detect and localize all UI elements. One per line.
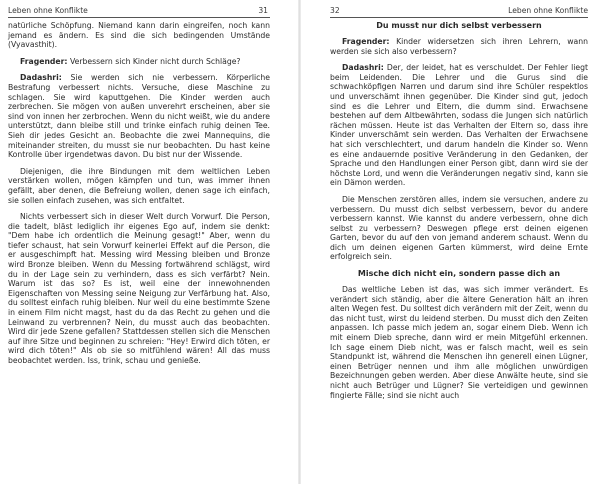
paragraph: Die Menschen zerstören alles, indem sie versuchen, andere zu verbessern. Du musst dich selbst verbessern, bevor du andere verbessern kannst. Wie kannst du andere verbessern, ohne dich selbst zu verbessern? Deswegen pflege erst deinen eigenen Garten, bevor du auf den von jemand anderem schaust. Wenn du dich um deinen eigenen Garten kümmerst, wird deine Ernte erfolgreich sein. (330, 194, 588, 262)
paragraph: natürliche Schöpfung. Niemand kann darin eingreifen, noch kann jemand es ändern. Es sind die sich bedingenden Umstände (Vyavasthit). (8, 21, 270, 50)
left-page-number: 31 (258, 6, 268, 15)
paragraph: Das weltliche Leben ist das, was sich immer verändert. Es verändert sich ständig, aber die ältere Generation hält an ihren alten Wegen fest. Du solltest dich verändern mit der Zeit, wenn du das nicht tust, wirst du leidend sterben. Du musst dich den Zeiten anpassen. Ich passe mich jedem an, sogar einem Dieb. Wenn ich mit einem Dieb spreche, dann wird er mein Mitgefühl erkennen. Ich sage einem Dieb nicht, was er falsch macht, weil es sein Standpunkt ist, während die Menschen ihn generell einen Lügner, einen Betrüger nennen und ihm alle möglichen unwürdigen Bezeichnungen geben werden. Aber diese Anwälte heute, sind sie nicht auch Betrüger und Lügner? Sie verteidigen und gewinnen fingierte Fälle; sind sie nicht auch (330, 285, 588, 400)
left-page-body (8, 21, 270, 373)
dialogue-question (8, 57, 270, 67)
dialogue-text: Sie werden sich nie verbessern. Körperliche Bestrafung verbessert nichts. Versuche, diese Maschine zu schlagen. Sie wird kaputtgehen. Die Kinder werden auch zerbrechen. Sie mögen von außen unverehrt erscheinen, aber sie sind von innen her zerbrochen. Wenn du nicht weißt, wie du andere unterstützt, dann bleibe still und trinke einfach ruhig deinen Tee. Sieh dir jedes Gesicht an. Beobachte die zwei Mannequins, die miteinander streiten, du musst sie nur beobachten. Du hast keine Kontrolle über irgendetwas davon. Du bist nur der Wissende. (8, 73, 270, 160)
dialogue-text: Der, der leidet, hat es verschuldet. Der Fehler liegt beim Leidenden. Die Lehrer und die Gurus sind die schwachköpfigen Narren und darum sind ihre Schüler respektlos und unverschämt ihnen gegenüber. Die Kinder sind gut, jedoch sind es die Lehrer und Eltern, die dumm sind. Erwachsene bestehen auf dem Altbewährten, sodass die Jungen sich natürlich rächen müssen. Heute ist das Verhalten der Eltern so, dass ihre Kinder unverschämt sein werden. Das Verhalten der Erwachsene hat sich verschlechtert, und darum handeln die Kinder so. Wenn es eine andauernde positive Veränderung in den Gedanken, der Sprache und den Handlungen einer Person gibt, dann wird sie der höchste Lord, und wenn die Veränderungen negativ sind, kann sie ein Dämon werden. (330, 63, 588, 188)
dialogue-text: Verbessern sich Kinder nicht durch Schläge? (67, 56, 241, 66)
speaker-label: Fragender: (342, 37, 390, 46)
right-header-rule (330, 17, 588, 18)
left-header-rule (8, 17, 270, 18)
right-page (300, 0, 599, 484)
right-page-number: 32 (330, 6, 340, 15)
section-heading: Mische dich nicht ein, sondern passe dich an (357, 269, 561, 279)
right-page-body (330, 21, 588, 407)
speaker-label: Dadashri: (20, 73, 62, 83)
speaker-label: Dadashri: (342, 63, 384, 73)
left-page-header (8, 5, 268, 17)
paragraph: Nichts verbessert sich in dieser Welt durch Vorwurf. Die Person, die tadelt, bläst lediglich ihr eigenes Ego auf, indem sie denkt: "Dem habe ich ordentlich die Meinung gesagt!" Aber, wenn du tiefer schaust, hat sein Vorwurf keinerlei Effekt auf die Person, die er ausgeschimpft hat. Messing wird Messing bleiben und Bronze wird Bronze bleiben. Wenn du Messing fortwährend schlägst, wird du in der Lage sein zu verhindern, dass es sich verfärbt? Nein. Warum ist das so? Es ist, weil eine der innewohnenden Eigenschaften von Messing seine Neigung zur Verfärbung hat. Also, du solltest einfach ruhig bleiben. Nur weil du eine bestimmte Szene in einem Film nicht magst, hast du da das Recht zu gehen und die Leinwand zu verbrennen? Nein, du musst auch das beobachten. Wird dir jede Szene gefallen? Stattdessen stellen sich die Menschen auf ihre Sitze und beginnen zu schreien: "Hey! Erwird dich töten, er wird dich töten!" Als ob sie so mitfühlend wären! All das muss beobachtet werden. Iss, trink, schau und genieße. (8, 212, 270, 365)
dialogue-answer (330, 63, 588, 188)
dialogue-answer (8, 73, 270, 159)
paragraph: Diejenigen, die ihre Bindungen mit dem weltlichen Leben verstärken wollen, mögen kämpfen und tun, was immer ihnen gefällt, aber denen, die Befreiung wollen, denen sage ich einfach, sie sollen einfach zusehen, was sich entfaltet. (8, 166, 270, 205)
left-page (0, 0, 299, 484)
right-running-title: Leben ohne Konflikte (508, 6, 588, 15)
left-running-title: Leben ohne Konflikte (8, 6, 88, 15)
section-heading: Du musst nur dich selbst verbessern (376, 21, 542, 30)
dialogue-text: Kinder widersetzen sich ihren Lehrern, wann werden sie sich also verbessern? (330, 37, 588, 56)
right-page-header (330, 5, 588, 17)
dialogue-question (330, 37, 588, 56)
speaker-label: Fragender: (20, 56, 68, 66)
